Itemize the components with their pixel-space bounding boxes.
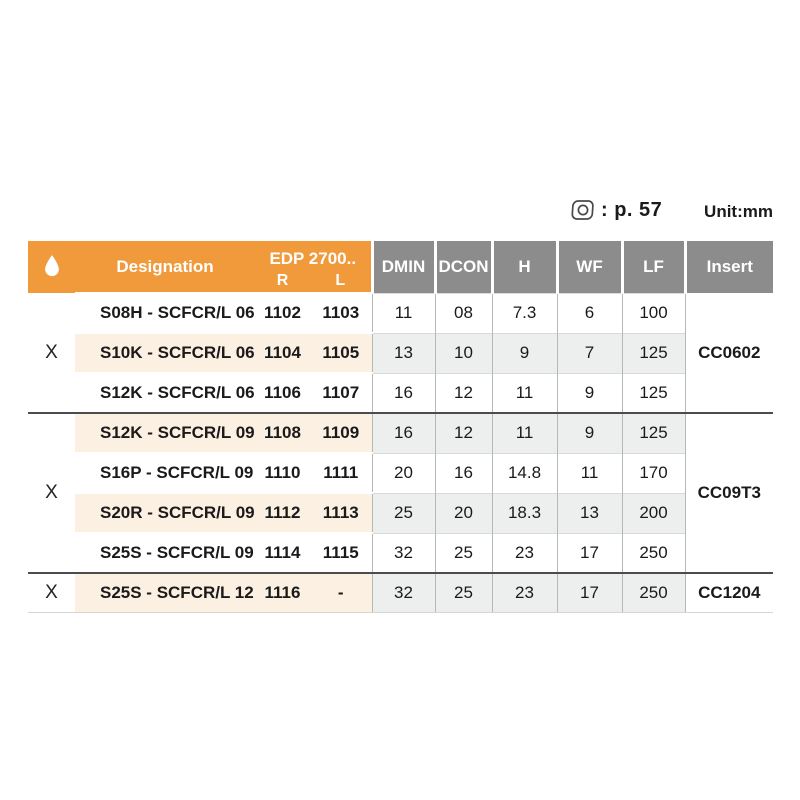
edp-r-cell: 1112 (255, 493, 310, 533)
insert-header: Insert (685, 241, 773, 293)
wf-cell: 13 (557, 493, 622, 533)
designation-cell: S08H - SCFCR/L 06 (75, 293, 255, 333)
designation-cell: S16P - SCFCR/L 09 (75, 453, 255, 493)
dcon-cell: 10 (435, 333, 492, 373)
meta-line (28, 197, 773, 231)
dmin-cell: 20 (372, 453, 435, 493)
lf-cell: 170 (622, 453, 685, 493)
h-cell: 9 (492, 333, 557, 373)
edp-l-cell: 1109 (310, 413, 372, 453)
table-row (28, 373, 773, 413)
lf-cell: 250 (622, 573, 685, 613)
table-row (28, 453, 773, 493)
page-ref-text: : p. 57 (601, 198, 663, 221)
dcon-cell: 16 (435, 453, 492, 493)
dcon-cell: 12 (435, 413, 492, 453)
dmin-cell: 25 (372, 493, 435, 533)
dmin-cell: 32 (372, 533, 435, 573)
coolant-mark-cell: X (28, 413, 75, 573)
h-header: H (492, 241, 557, 293)
coolant-mark-cell: X (28, 573, 75, 613)
lf-header: LF (622, 241, 685, 293)
edp-r-cell: 1104 (255, 333, 310, 373)
edp-l-cell: 1115 (310, 533, 372, 573)
wf-cell: 17 (557, 573, 622, 613)
edp-r-cell: 1102 (255, 293, 310, 333)
designation-cell: S12K - SCFCR/L 09 (75, 413, 255, 453)
dmin-cell: 13 (372, 333, 435, 373)
insert-code-cell: CC0602 (685, 293, 773, 413)
dmin-header: DMIN (372, 241, 435, 293)
coolant-mark-cell: X (28, 293, 75, 413)
edp-group-header: EDP 2700.. (255, 241, 372, 270)
designation-cell: S12K - SCFCR/L 06 (75, 373, 255, 413)
dcon-cell: 25 (435, 533, 492, 573)
edp-r-cell: 1108 (255, 413, 310, 453)
wf-header: WF (557, 241, 622, 293)
edp-l-cell: 1103 (310, 293, 372, 333)
edp-l-cell: 1111 (310, 453, 372, 493)
table-body (28, 293, 773, 613)
h-cell: 23 (492, 573, 557, 613)
table-row (28, 333, 773, 373)
designation-cell: S25S - SCFCR/L 09 (75, 533, 255, 573)
edp-r-cell: 1116 (255, 573, 310, 613)
edp-r-cell: 1106 (255, 373, 310, 413)
dcon-cell: 20 (435, 493, 492, 533)
edp-r-header: R (255, 270, 310, 293)
designation-cell: S20R - SCFCR/L 09 (75, 493, 255, 533)
wf-cell: 17 (557, 533, 622, 573)
edp-l-cell: - (310, 573, 372, 613)
coolant-droplet-icon (41, 253, 63, 281)
table-row (28, 493, 773, 533)
wf-cell: 9 (557, 413, 622, 453)
dmin-cell: 11 (372, 293, 435, 333)
insert-shape-icon (570, 197, 598, 223)
dcon-cell: 25 (435, 573, 492, 613)
dmin-cell: 16 (372, 373, 435, 413)
table-row (28, 533, 773, 573)
wf-cell: 9 (557, 373, 622, 413)
lf-cell: 125 (622, 333, 685, 373)
h-cell: 14.8 (492, 453, 557, 493)
coolant-column-header (28, 241, 75, 293)
h-cell: 11 (492, 373, 557, 413)
table-row (28, 573, 773, 613)
edp-l-cell: 1107 (310, 373, 372, 413)
table-row (28, 293, 773, 333)
lf-cell: 200 (622, 493, 685, 533)
wf-cell: 7 (557, 333, 622, 373)
insert-code-cell: CC1204 (685, 573, 773, 613)
wf-cell: 11 (557, 453, 622, 493)
table-header (28, 241, 773, 293)
edp-l-cell: 1105 (310, 333, 372, 373)
h-cell: 7.3 (492, 293, 557, 333)
lf-cell: 125 (622, 373, 685, 413)
lf-cell: 125 (622, 413, 685, 453)
edp-l-header: L (310, 270, 372, 293)
designation-cell: S25S - SCFCR/L 12 (75, 573, 255, 613)
h-cell: 18.3 (492, 493, 557, 533)
dcon-cell: 08 (435, 293, 492, 333)
dcon-header: DCON (435, 241, 492, 293)
insert-code-cell: CC09T3 (685, 413, 773, 573)
edp-r-cell: 1114 (255, 533, 310, 573)
lf-cell: 100 (622, 293, 685, 333)
wf-cell: 6 (557, 293, 622, 333)
h-cell: 23 (492, 533, 557, 573)
edp-l-cell: 1113 (310, 493, 372, 533)
unit-label: Unit:mm (704, 202, 773, 221)
h-cell: 11 (492, 413, 557, 453)
designation-header: Designation (75, 241, 255, 293)
lf-cell: 250 (622, 533, 685, 573)
table-row (28, 413, 773, 453)
insert-page-reference (570, 197, 662, 223)
spec-table (28, 241, 773, 613)
dcon-cell: 12 (435, 373, 492, 413)
edp-r-cell: 1110 (255, 453, 310, 493)
designation-cell: S10K - SCFCR/L 06 (75, 333, 255, 373)
dmin-cell: 32 (372, 573, 435, 613)
dmin-cell: 16 (372, 413, 435, 453)
